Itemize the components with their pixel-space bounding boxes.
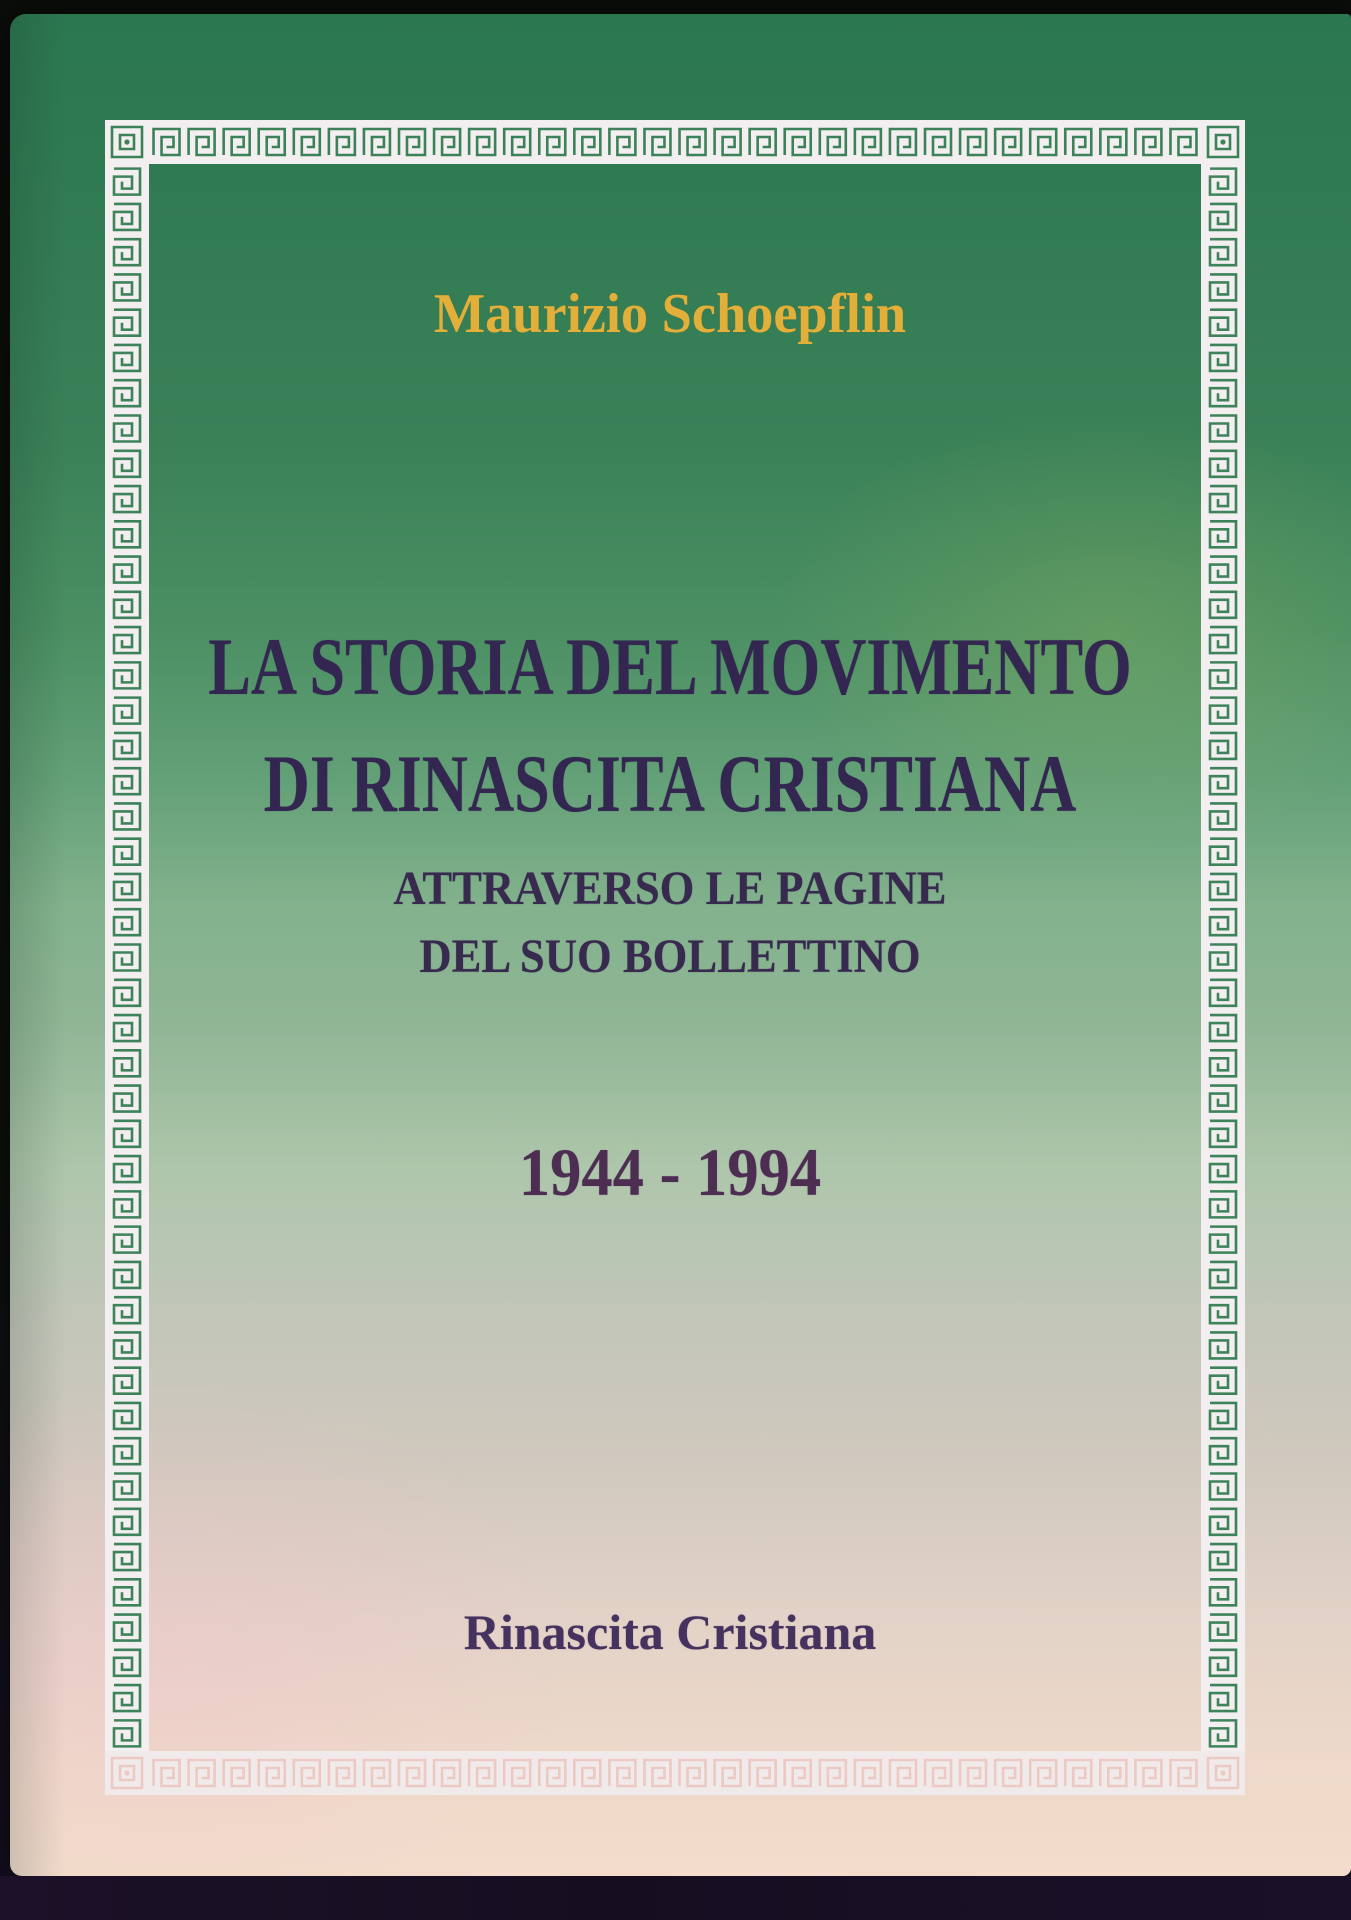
book-title-line-1: LA STORIA DEL MOVIMENTO [208, 621, 1132, 712]
publisher-name: Rinascita Cristiana [463, 1604, 877, 1660]
book-title-line-2: DI RINASCITA CRISTIANA [263, 738, 1077, 829]
year-range: 1944 - 1994 [518, 1134, 822, 1210]
cover-text-block [10, 14, 1330, 1876]
subtitle-line-2: DEL SUO BOLLETTINO [419, 930, 921, 983]
table-edge-shadow [0, 1876, 1351, 1920]
book-cover [10, 14, 1351, 1876]
subtitle-line-1: ATTRAVERSO LE PAGINE [393, 862, 947, 915]
author-name: Maurizio Schoepflin [433, 283, 907, 345]
